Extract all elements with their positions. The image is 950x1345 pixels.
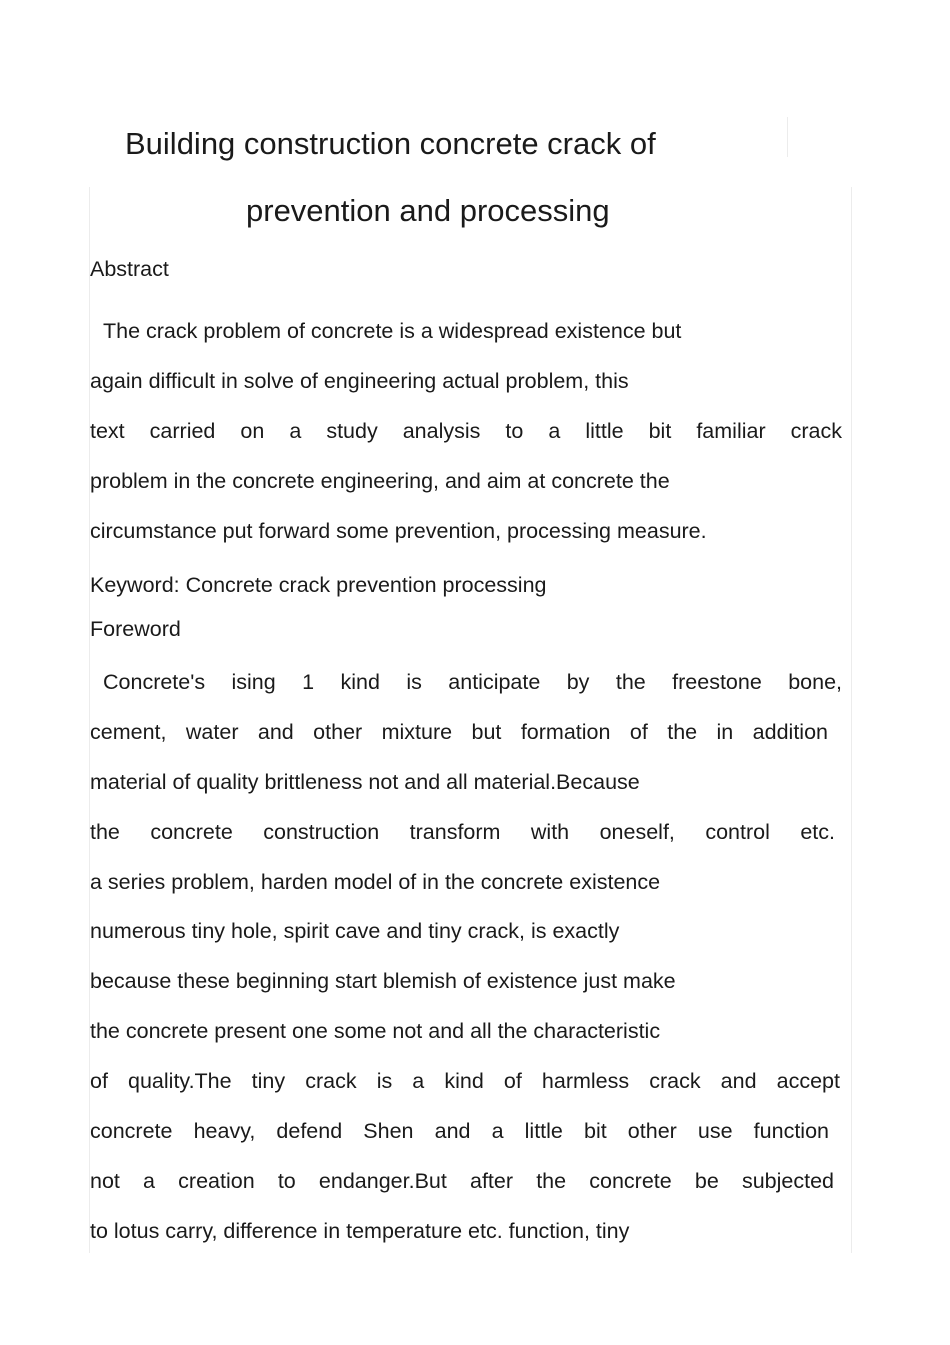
- keyword-line: Keyword: Concrete crack prevention processing: [90, 573, 547, 597]
- foreword-line: because these beginning start blemish of existence just make: [90, 969, 676, 993]
- foreword-line: material of quality brittleness not and all material.Because: [90, 770, 640, 794]
- page-rule-right-top: [787, 117, 788, 157]
- abstract-heading: Abstract: [90, 257, 169, 281]
- abstract-line: again difficult in solve of engineering actual problem, this: [90, 369, 629, 393]
- foreword-line: Concrete's ising 1 kind is anticipate by the freestone bone,: [103, 670, 842, 694]
- foreword-line: cement, water and other mixture but formation of the in addition: [90, 720, 828, 744]
- foreword-line: numerous tiny hole, spirit cave and tiny crack, is exactly: [90, 919, 620, 943]
- foreword-line: concrete heavy, defend Shen and a little bit other use function: [90, 1119, 829, 1143]
- document-title-line-1: Building construction concrete crack of: [125, 126, 656, 161]
- abstract-line: circumstance put forward some prevention, processing measure.: [90, 519, 707, 543]
- foreword-line: the concrete present one some not and all the characteristic: [90, 1019, 661, 1043]
- abstract-line: text carried on a study analysis to a little bit familiar crack: [90, 419, 842, 443]
- foreword-line: not a creation to endanger.But after the concrete be subjected: [90, 1169, 834, 1193]
- foreword-heading: Foreword: [90, 617, 181, 641]
- abstract-line: The crack problem of concrete is a widespread existence but: [103, 319, 682, 343]
- abstract-line: problem in the concrete engineering, and aim at concrete the: [90, 469, 670, 493]
- page-rule-right: [851, 187, 852, 1253]
- foreword-line: of quality.The tiny crack is a kind of harmless crack and accept: [90, 1069, 840, 1093]
- foreword-line: to lotus carry, difference in temperature etc. function, tiny: [90, 1219, 630, 1243]
- document-title-line-2: prevention and processing: [246, 193, 610, 228]
- foreword-line: the concrete construction transform with oneself, control etc.: [90, 820, 835, 844]
- foreword-line: a series problem, harden model of in the concrete existence: [90, 870, 661, 894]
